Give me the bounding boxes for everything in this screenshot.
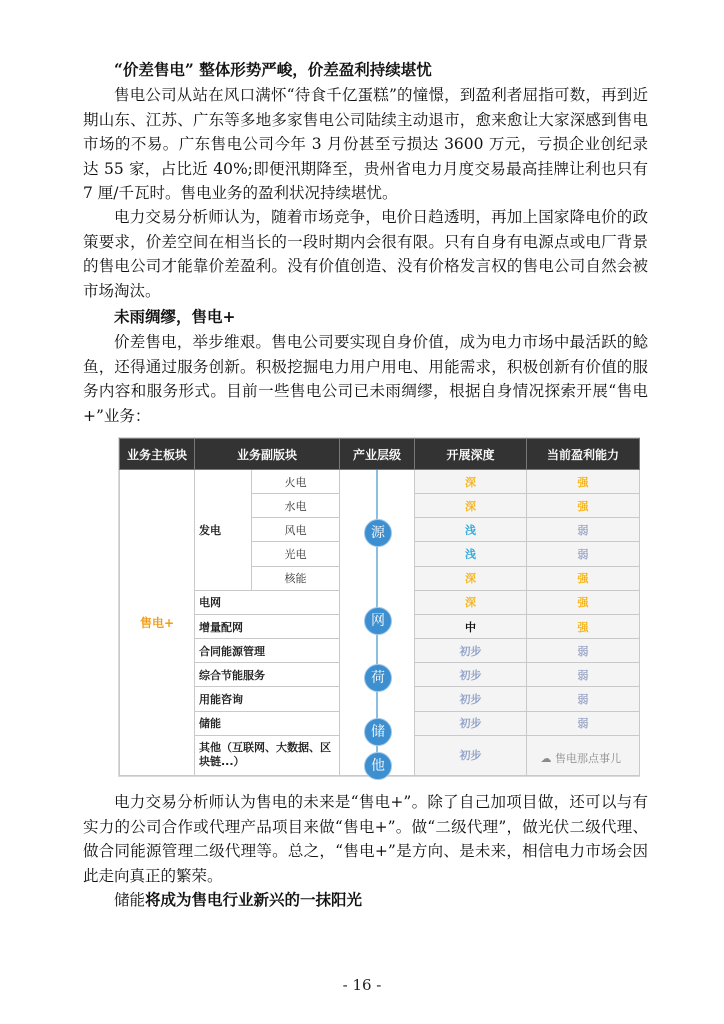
profit-value: 强 (527, 566, 640, 590)
category-generation: 发电 (195, 470, 252, 591)
table-header-row (120, 439, 640, 470)
depth-value: 浅 (415, 518, 527, 542)
category-other: 其他（互联网、大数据、区块链...） (195, 735, 340, 775)
category-energy-saving: 综合节能服务 (195, 663, 340, 687)
profit-value: 弱 (527, 639, 640, 663)
paragraph-future-outlook: 电力交易分析师认为售电的未来是“售电+”。除了自己加项目做，还可以与有实力的公司合作或代理产品项目来做“售电+”。做“二级代理”，做光伏二级代理、做合同能源管理二级代理等。总之，“售电+”是方向、是未来，相信电力市场会因此走向真正的繁荣。 (83, 793, 648, 885)
profit-value: 强 (527, 494, 640, 518)
tier-grid: 网 (364, 607, 392, 635)
depth-value: 初步 (415, 639, 527, 663)
business-table-image (118, 437, 640, 777)
category-incremental-distribution: 增量配网 (195, 614, 340, 638)
header-depth: 开展深度 (415, 439, 527, 470)
category-storage: 储能 (195, 711, 340, 735)
profit-value: 弱 (527, 518, 640, 542)
sub-wind: 风电 (252, 518, 340, 542)
header-main-block: 业务主板块 (120, 439, 195, 470)
profit-value: 弱 (527, 663, 640, 687)
paragraph-analyst-view: 电力交易分析师认为，随着市场竞争，电价日趋透明，再加上国家降电价的政策要求，价差空间在相当长的一段时期内会很有限。只有自身有电源点或电厂背景的售电公司才能靠价差盈利。没有价值创造、没有价格发言权的售电公司自然会被市场淘汰。 (83, 208, 648, 300)
section-heading-plus: 未雨绸缪，售电+ (114, 307, 236, 326)
section-heading-price-spread: “价差售电” 整体形势严峻，价差盈利持续堪忧 (114, 60, 432, 79)
profit-value: 强 (527, 590, 640, 614)
profit-value: 强 (527, 470, 640, 494)
table-row (120, 470, 640, 494)
tier-column (340, 470, 415, 776)
header-tier: 产业层级 (340, 439, 415, 470)
sub-nuclear: 核能 (252, 566, 340, 590)
main-block-cell: 售电+ (120, 470, 195, 776)
sub-thermal: 火电 (252, 470, 340, 494)
depth-value: 深 (415, 494, 527, 518)
tier-other: 他 (364, 752, 392, 780)
tier-storage: 储 (364, 718, 392, 746)
header-profit: 当前盈利能力 (527, 439, 640, 470)
business-table (119, 438, 640, 776)
depth-value: 初步 (415, 687, 527, 711)
section-heading-storage: 储能将成为售电行业新兴的一抹阳光 (114, 890, 363, 909)
tier-load: 荷 (364, 664, 392, 692)
page-number: - 16 - (342, 976, 382, 994)
depth-value: 深 (415, 566, 527, 590)
category-energy-contract: 合同能源管理 (195, 639, 340, 663)
depth-value: 初步 (415, 735, 527, 775)
depth-value: 初步 (415, 711, 527, 735)
depth-value: 深 (415, 590, 527, 614)
profit-value: 强 (527, 614, 640, 638)
tier-flow (340, 470, 414, 775)
paragraph-market-situation: 售电公司从站在风口满怀“待食千亿蛋糕”的憧憬，到盈利者屈指可数，再到近期山东、江苏、广东等多地多家售电公司陆续主动退市，愈来愈让大家深感到售电市场的不易。广东售电公司今年 3 月份甚至亏损达 3600 万元，亏损企业创纪录达 55 家，占比近 40%;即便汛期降至，贵州省电力月度交易最高挂牌让利也只有 7 厘/千瓦时。售电业务的盈利状况持续堪忧。 (83, 86, 648, 203)
sub-solar: 光电 (252, 542, 340, 566)
profit-value: 弱 (527, 711, 640, 735)
header-sub-block: 业务副版块 (195, 439, 340, 470)
category-consulting: 用能咨询 (195, 687, 340, 711)
tier-source: 源 (364, 519, 392, 547)
paragraph-service-innovation: 价差售电，举步维艰。售电公司要实现自身价值，成为电力市场中最活跃的鲶鱼，还得通过服务创新。积极挖掘电力用户用电、用能需求，积极创新有价值的服务内容和服务形式。目前一些售电公司已未雨绸缪，根据自身情况探索开展“售电+”业务： (83, 333, 648, 425)
profit-value: 弱 (527, 542, 640, 566)
depth-value: 中 (415, 614, 527, 638)
profit-value: 弱 (527, 687, 640, 711)
sub-hydro: 水电 (252, 494, 340, 518)
wechat-icon: ☁ (540, 752, 552, 765)
depth-value: 浅 (415, 542, 527, 566)
category-grid: 电网 (195, 590, 340, 614)
watermark: ☁ 售电那点事儿 (540, 752, 621, 765)
depth-value: 初步 (415, 663, 527, 687)
depth-value: 深 (415, 470, 527, 494)
